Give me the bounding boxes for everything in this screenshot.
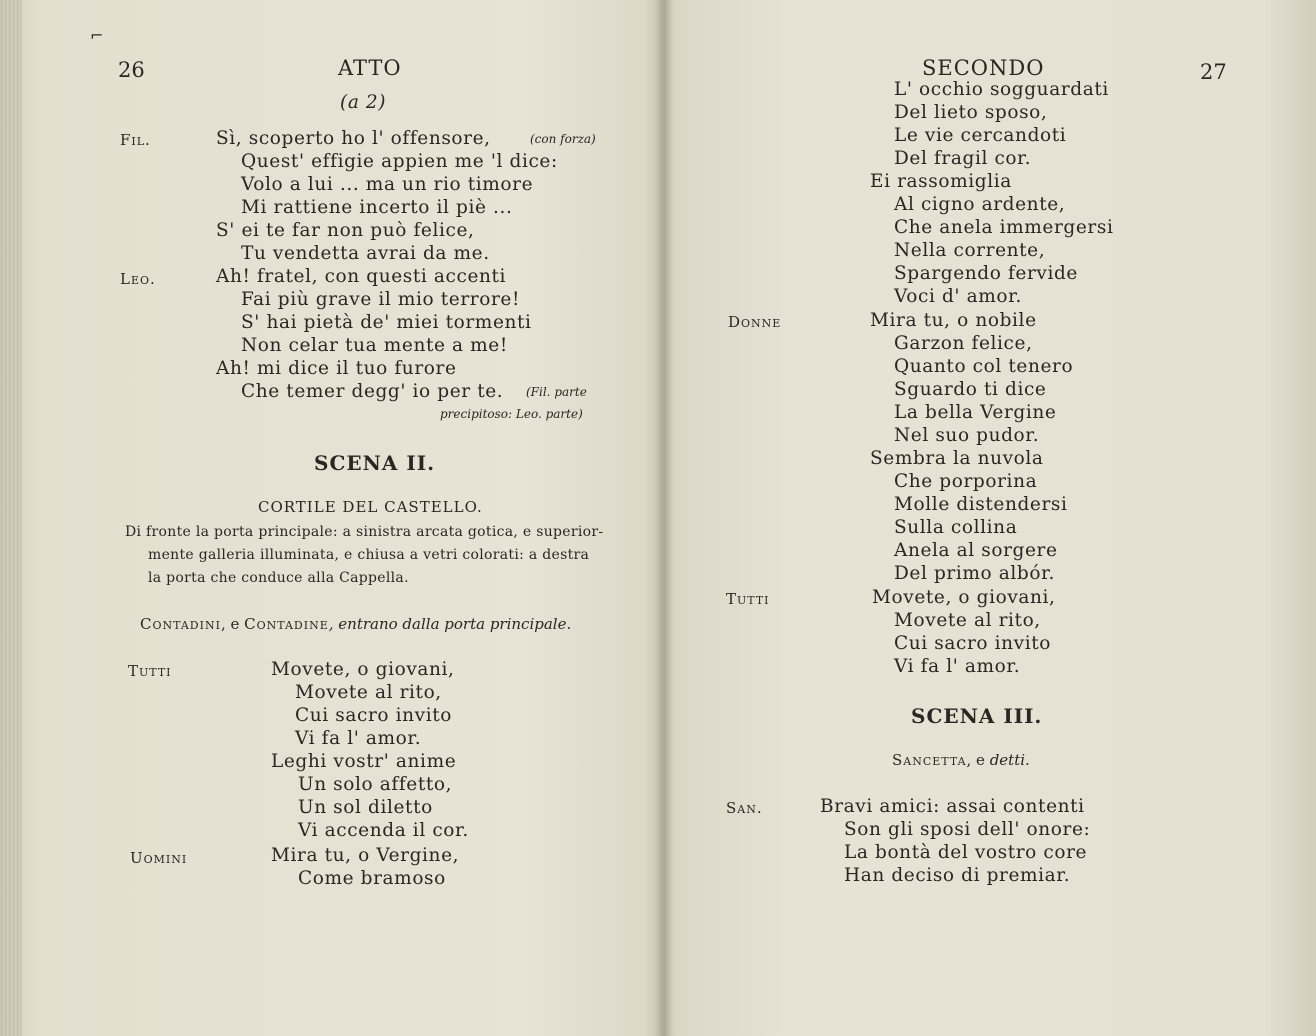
- verse-line: Vi fa l' amor.: [894, 656, 1021, 677]
- page-number-right: 27: [1200, 60, 1227, 84]
- verse-line: Mira tu, o Vergine,: [271, 845, 460, 866]
- verse-line: Movete, o giovani,: [872, 587, 1056, 608]
- verse-line: Tu vendetta avrai da me.: [241, 243, 490, 264]
- verse-line: Vi fa l' amor.: [295, 728, 422, 749]
- verse-line: Leghi vostr' anime: [271, 751, 457, 772]
- verse-line: Sguardo ti dice: [894, 379, 1047, 400]
- verse-line: Del fragil cor.: [894, 148, 1032, 169]
- verse-line: Che porporina: [894, 471, 1038, 492]
- scena-title: SCENA III.: [911, 704, 1043, 728]
- verse-line: Del lieto sposo,: [894, 102, 1048, 123]
- subheading: (a 2): [340, 92, 387, 113]
- verse-line: Che anela immergersi: [894, 217, 1114, 238]
- scene-description: Di fronte la porta principale: a sinistra arcata gotica, e superior-: [125, 524, 604, 540]
- verse-line: Sulla collina: [894, 517, 1018, 538]
- verse-line: Ei rassomiglia: [870, 171, 1012, 192]
- verse-line: Spargendo fervide: [894, 263, 1078, 284]
- speaker-donne: Donne: [728, 313, 782, 331]
- speaker-tutti: Tutti: [726, 590, 770, 608]
- verse-line: Non celar tua mente a me!: [241, 335, 508, 356]
- verse-line: Vi accenda il cor.: [298, 820, 469, 841]
- entrance-direction: [140, 615, 571, 633]
- speaker-fil: Fil.: [120, 131, 151, 149]
- ink-mark: ⌐: [90, 26, 104, 45]
- verse-line: Nella corrente,: [894, 240, 1046, 261]
- verse-line: S' ei te far non può felice,: [216, 220, 475, 241]
- verse-line: Nel suo pudor.: [894, 425, 1040, 446]
- speaker-san: San.: [726, 799, 763, 817]
- stage-direction: (Fil. parte: [526, 385, 587, 399]
- verse-line: Han deciso di premiar.: [844, 865, 1071, 886]
- verse-line: Fai più grave il mio terrore!: [241, 289, 520, 310]
- verse-line: Movete, o giovani,: [271, 659, 455, 680]
- verse-line: Ah! mi dice il tuo furore: [216, 358, 457, 379]
- speaker-tutti: Tutti: [128, 662, 172, 680]
- verse-line: La bontà del vostro core: [844, 842, 1088, 863]
- verse-line: Le vie cercandoti: [894, 125, 1067, 146]
- entrance-text: , entrano dalla porta principale.: [328, 615, 572, 633]
- verse-line: Sì, scoperto ho l' offensore,: [216, 128, 491, 149]
- entrance-text: detti.: [989, 751, 1030, 769]
- stage-direction: (con forza): [530, 132, 596, 146]
- verse-line: La bella Vergine: [894, 402, 1057, 423]
- right-page: [668, 0, 1316, 1036]
- entrance-direction: [892, 751, 1030, 769]
- verse-line: Mira tu, o nobile: [870, 310, 1037, 331]
- scene-description: mente galleria illuminata, e chiusa a vetri colorati: a destra: [148, 547, 590, 563]
- verse-line: Al cigno ardente,: [894, 194, 1066, 215]
- verse-line: Mi rattiene incerto il piè ...: [241, 197, 513, 218]
- verse-line: Molle distendersi: [894, 494, 1068, 515]
- entrance-sep: , e: [966, 751, 990, 769]
- page-number-left: 26: [118, 58, 145, 82]
- verse-line: Volo a lui ... ma un rio timore: [241, 174, 534, 195]
- verse-line: Ah! fratel, con questi accenti: [216, 266, 507, 287]
- running-header-left: ATTO: [338, 56, 402, 80]
- speaker-uomini: Uomini: [130, 849, 188, 867]
- verse-line: Son gli sposi dell' onore:: [844, 819, 1091, 840]
- verse-line: Cui sacro invito: [894, 633, 1051, 654]
- verse-line: Anela al sorgere: [894, 540, 1058, 561]
- scena-title: SCENA II.: [314, 451, 436, 475]
- verse-line: Del primo albór.: [894, 563, 1055, 584]
- verse-line: Un solo affetto,: [298, 774, 453, 795]
- verse-line: Movete al rito,: [295, 682, 442, 703]
- verse-line: Cui sacro invito: [295, 705, 452, 726]
- verse-line: Un sol diletto: [298, 797, 433, 818]
- verse-line: Bravi amici: assai contenti: [820, 796, 1085, 817]
- verse-line: Voci d' amor.: [894, 286, 1022, 307]
- verse-line: Come bramoso: [298, 868, 446, 889]
- scene-setting: CORTILE DEL CASTELLO.: [258, 498, 483, 516]
- verse-line: Sembra la nuvola: [870, 448, 1044, 469]
- speaker-leo: Leo.: [120, 270, 156, 288]
- verse-line: Movete al rito,: [894, 610, 1041, 631]
- verse-line: Garzon felice,: [894, 333, 1033, 354]
- verse-line: L' occhio sogguardati: [894, 79, 1109, 100]
- verse-line: Quest' effigie appien me 'l dice:: [241, 151, 558, 172]
- running-header-right: SECONDO: [922, 56, 1045, 80]
- verse-line: Quanto col tenero: [894, 356, 1074, 377]
- entrance-sep: , e: [220, 615, 245, 633]
- verse-line: S' hai pietà de' miei tormenti: [241, 312, 532, 333]
- entrance-who: Sancetta: [892, 751, 967, 769]
- entrance-who: Contadine: [244, 615, 329, 633]
- stage-direction: precipitoso: Leo. parte): [440, 407, 583, 421]
- scene-description: la porta che conduce alla Cappella.: [148, 570, 409, 586]
- entrance-who: Contadini: [140, 615, 221, 633]
- verse-line: Che temer degg' io per te.: [241, 381, 504, 402]
